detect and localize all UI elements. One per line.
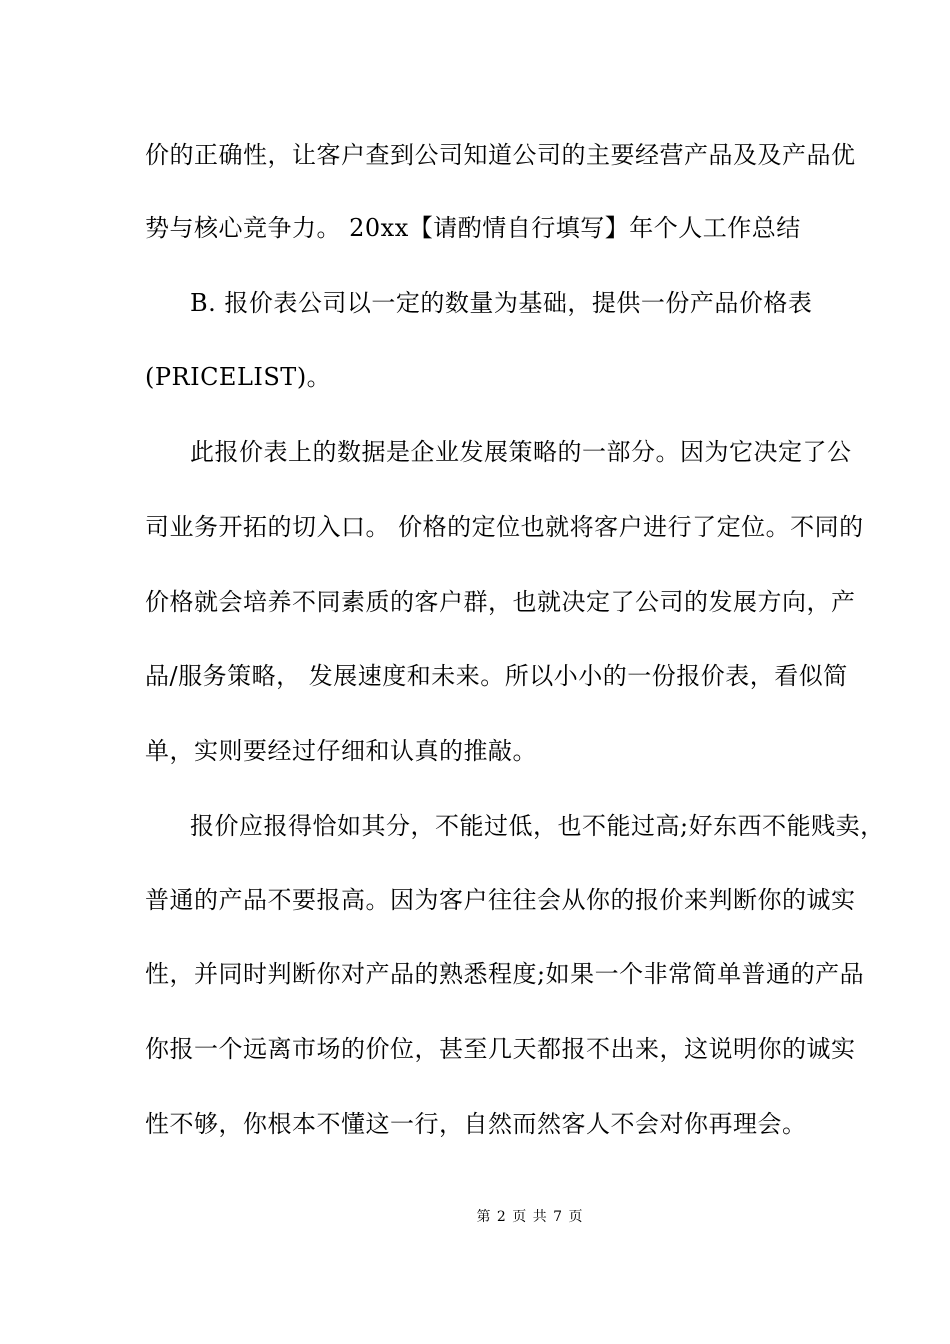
text-line: 你报一个远离市场的价位，甚至几天都报不出来，这说明你的诚实 xyxy=(145,1035,856,1063)
text-line: 此报价表上的数据是企业发展策略的一部分。因为它决定了公 xyxy=(190,438,852,466)
text-line: (PRICELIST)。 xyxy=(145,363,332,391)
text-line: 价格就会培养不同素质的客户群，也就决定了公司的发展方向，产 xyxy=(145,588,856,616)
text-line: 性，并同时判断你对产品的熟悉程度;如果一个非常简单普通的产品 xyxy=(145,960,865,988)
text-line: 司业务开拓的切入口。 价格的定位也就将客户进行了定位。不同的 xyxy=(145,513,864,541)
text-line: 普通的产品不要报高。因为客户往往会从你的报价来判断你的诚实 xyxy=(145,886,856,914)
text-line: 势与核心竞争力。 20xx【请酌情自行填写】年个人工作总结 xyxy=(145,214,801,242)
text-line: 性不够，你根本不懂这一行，自然而然客人不会对你再理会。 xyxy=(145,1110,807,1138)
text-line: 价的正确性，让客户查到公司知道公司的主要经营产品及及产品优 xyxy=(145,141,856,169)
text-line: 报价应报得恰如其分，不能过低，也不能过高;好东西不能贱卖， xyxy=(190,812,885,840)
text-line: 单，实则要经过仔细和认真的推敲。 xyxy=(145,737,537,765)
text-line: 品/服务策略， 发展速度和未来。所以小小的一份报价表，看似简 xyxy=(145,662,848,690)
text-line: B. 报价表公司以一定的数量为基础，提供一份产品价格表 xyxy=(190,289,813,317)
page-number-footer: 第 2 页 共 7 页 xyxy=(476,1209,584,1225)
